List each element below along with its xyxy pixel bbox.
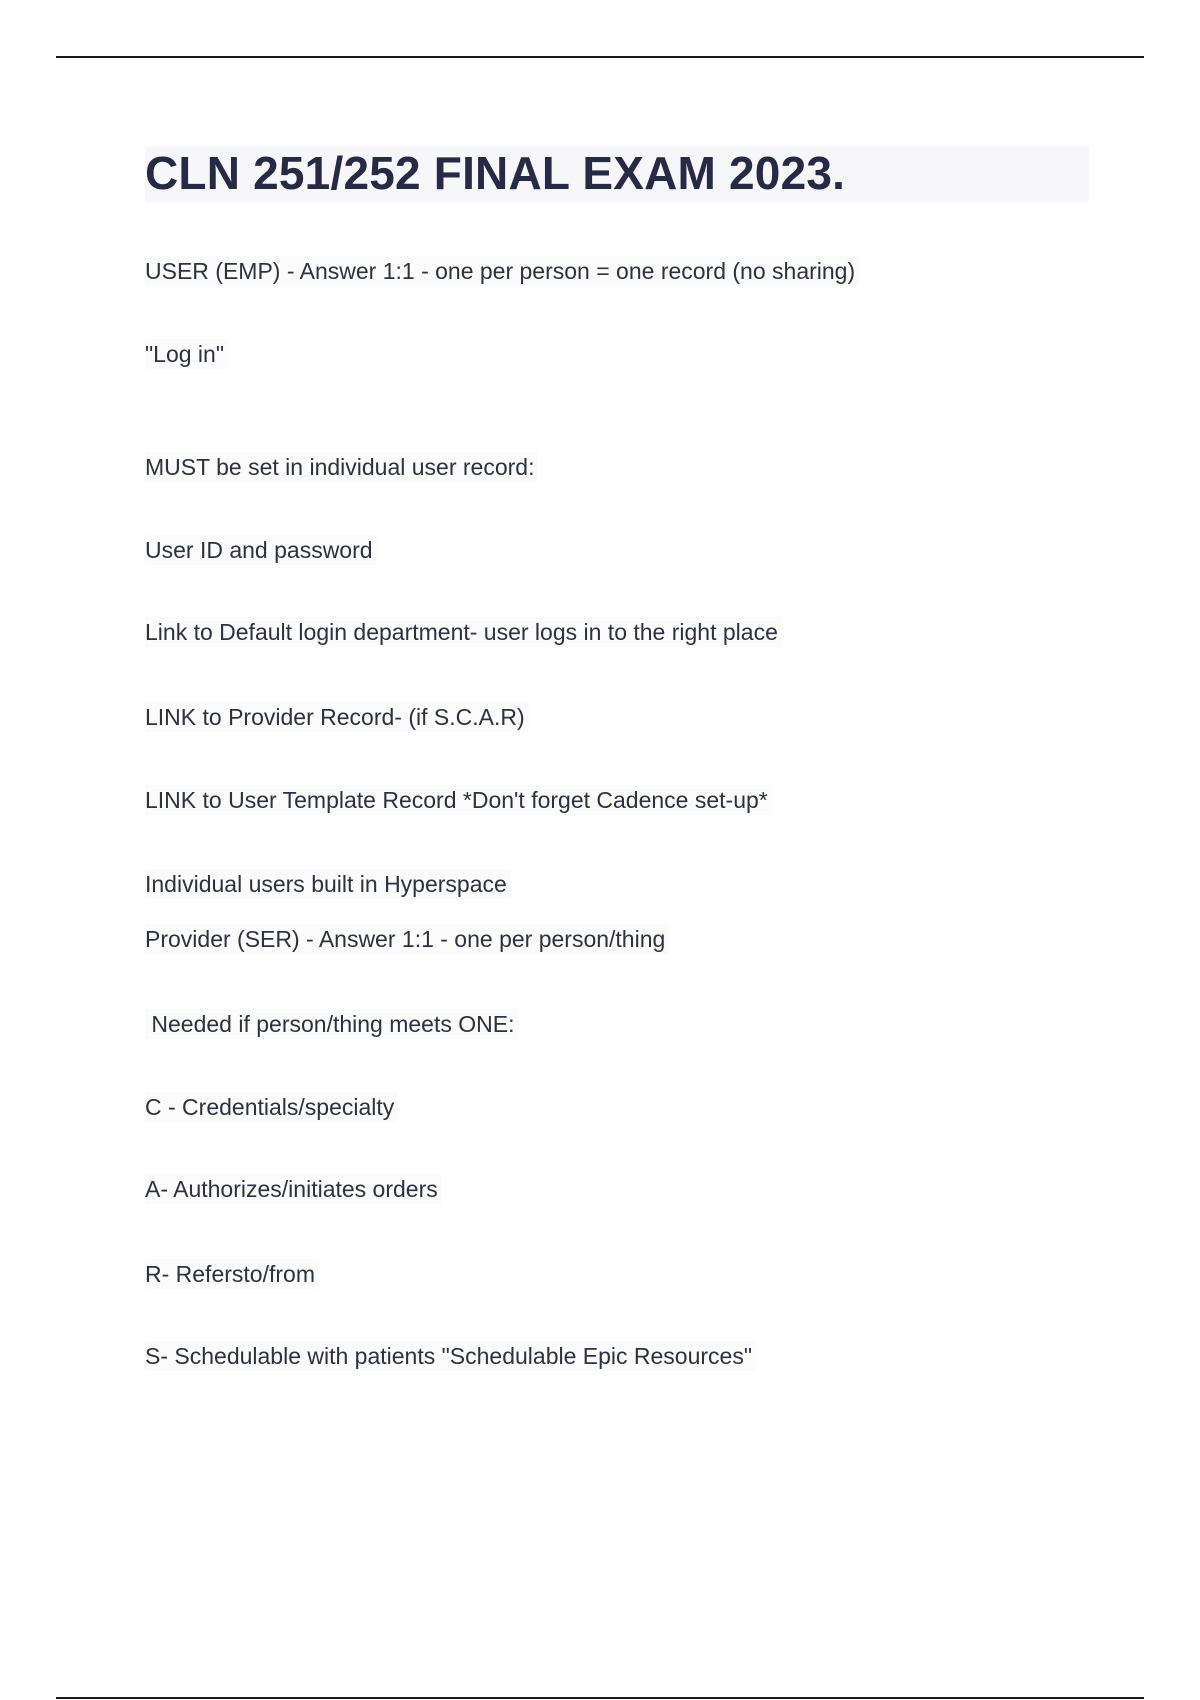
text-line-user-id-password: User ID and password [145, 535, 377, 565]
top-divider [56, 56, 1144, 58]
text-line-credentials: C - Credentials/specialty [145, 1092, 398, 1122]
text-line-schedulable: S- Schedulable with patients "Schedulable Epic Resources" [145, 1341, 756, 1371]
text-line-authorizes: A- Authorizes/initiates orders [145, 1174, 442, 1204]
text-line-refers: R- Refersto/from [145, 1259, 319, 1289]
text-line-individual-users: Individual users built in Hyperspace [145, 869, 511, 899]
text-line-provider-ser: Provider (SER) - Answer 1:1 - one per person/thing [145, 924, 669, 954]
text-line-needed-if: Needed if person/thing meets ONE: [145, 1009, 518, 1039]
text-line-must-be-set: MUST be set in individual user record: [145, 452, 538, 482]
bottom-divider [56, 1697, 1144, 1699]
text-line-default-login-department: Link to Default login department- user logs in to the right place [145, 617, 782, 647]
text-line-log-in: "Log in" [145, 339, 228, 369]
text-line-user-emp: USER (EMP) - Answer 1:1 - one per person = one record (no sharing) [145, 256, 859, 286]
page-title: CLN 251/252 FINAL EXAM 2023. [145, 147, 846, 199]
text-line-user-template-record: LINK to User Template Record *Don't forget Cadence set-up* [145, 785, 772, 815]
text-line-provider-record: LINK to Provider Record- (if S.C.A.R) [145, 702, 529, 732]
